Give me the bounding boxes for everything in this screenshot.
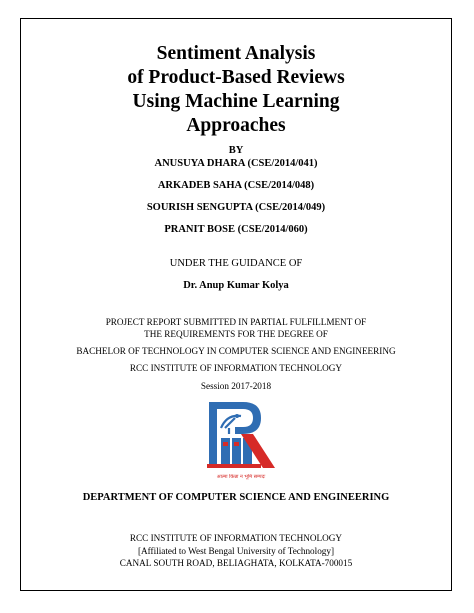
by-label: BY	[228, 145, 244, 156]
title-line: Sentiment Analysis	[156, 43, 316, 64]
session-line: Session 2017-2018	[200, 381, 272, 391]
report-line: THE REQUIREMENTS FOR THE DEGREE OF	[144, 329, 328, 339]
title-line: of Product-Based Reviews	[127, 67, 345, 88]
degree-line: BACHELOR OF TECHNOLOGY IN COMPUTER SCIENCE AND ENGINEERING	[76, 346, 396, 356]
institute-line: RCC INSTITUTE OF INFORMATION TECHNOLOGY	[129, 363, 343, 373]
footer-line: RCC INSTITUTE OF INFORMATION TECHNOLOGY	[129, 533, 343, 543]
guide-name: Dr. Anup Kumar Kolya	[183, 280, 289, 291]
logo-caption: आत्मा किन्ना न भूमि सम्पदः	[216, 474, 266, 480]
guidance-label: UNDER THE GUIDANCE OF	[169, 258, 303, 269]
author-line: PRANIT BOSE (CSE/2014/060)	[164, 224, 308, 235]
author-line: ANUSUYA DHARA (CSE/2014/041)	[154, 158, 318, 169]
title-line: Using Machine Learning	[132, 91, 340, 112]
document-title	[20, 42, 452, 138]
report-line: PROJECT REPORT SUBMITTED IN PARTIAL FULFILLMENT OF	[105, 317, 367, 327]
department-heading: DEPARTMENT OF COMPUTER SCIENCE AND ENGINEERING	[82, 492, 390, 503]
footer-line: CANAL SOUTH ROAD, BELIAGHATA, KOLKATA-700015	[119, 558, 353, 568]
author-line: SOURISH SENGUPTA (CSE/2014/049)	[146, 202, 326, 213]
author-line: ARKADEB SAHA (CSE/2014/048)	[157, 180, 315, 191]
title-line: Approaches	[186, 115, 286, 136]
footer-line: [Affiliated to West Bengal University of Technology]	[137, 546, 335, 556]
rcciit-logo-icon	[203, 398, 279, 486]
